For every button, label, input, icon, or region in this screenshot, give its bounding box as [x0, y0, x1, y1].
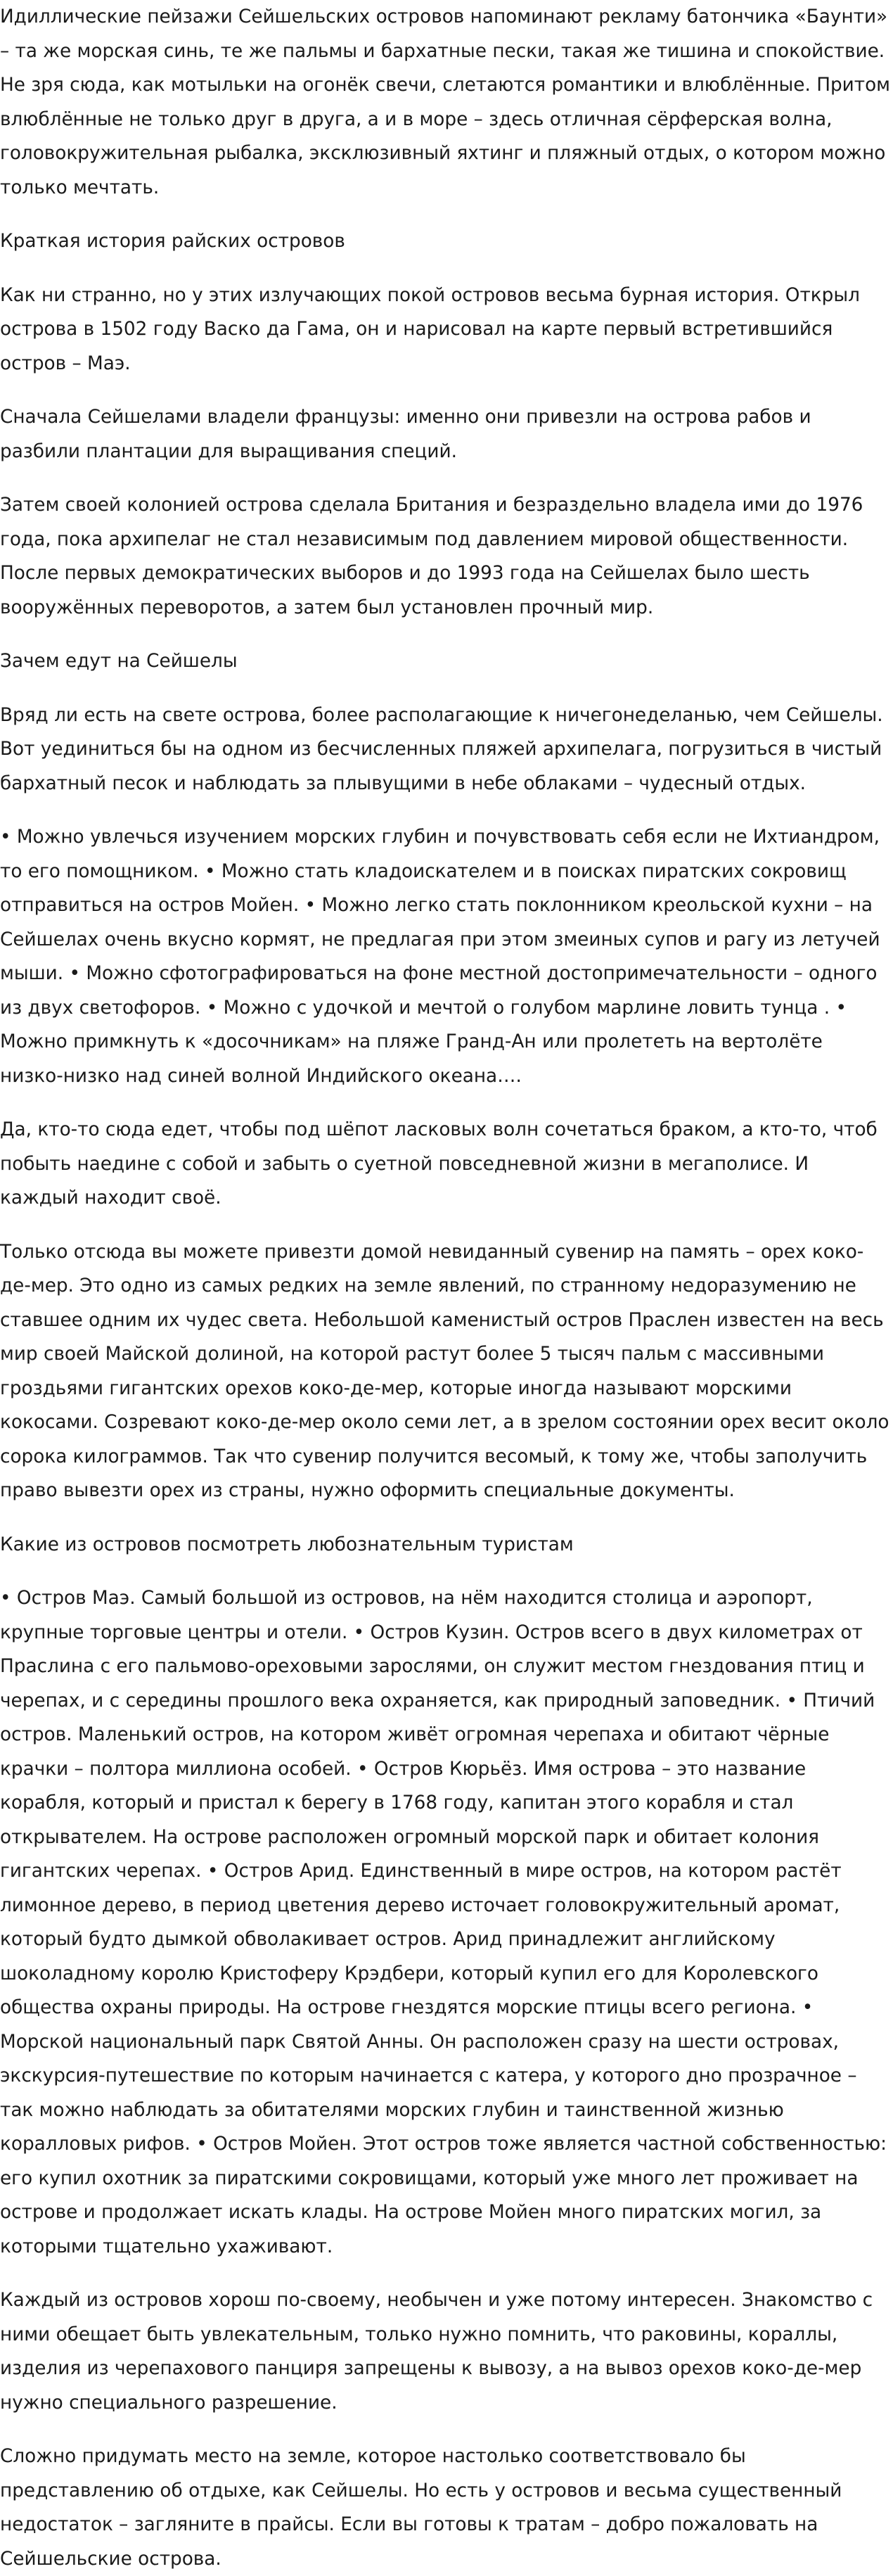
- history-paragraph-3: Затем своей колонией острова сделала Британия и безраздельно владела ими до 1976 года, пока архипелаг не стал независимым под давлением мировой общественности. После первых демократических выборов и до 1993 года на Сейшелах было шесть вооружённых переворотов, а затем был установлен прочный мир.: [0, 495, 863, 618]
- why-paragraph-2: Да, кто-то сюда едет, чтобы под шёпот ласковых волн сочетаться браком, а кто-то, чтоб побыть наедине с собой и забыть о суетной повседневной жизни в мегаполисе. И каждый находит своё.: [0, 1119, 878, 1209]
- section-heading-islands: Какие из островов посмотреть любознательным туристам: [0, 1534, 574, 1555]
- section-heading-why: Зачем едут на Сейшелы: [0, 651, 238, 672]
- section-heading-history: Краткая история райских островов: [0, 231, 345, 252]
- history-paragraph-2: Сначала Сейшелами владели французы: именно они привезли на острова рабов и разбили плантации для выращивания специй.: [0, 407, 811, 462]
- intro-paragraph: Идиллические пейзажи Сейшельских островов напоминают рекламу батончика «Баунти» – та же морская синь, те же пальмы и бархатные пески, такая же тишина и спокойствие. Не зря сюда, как мотыльки на огонёк свечи, слетаются романтики и влюблённые. Притом влюблённые не только друг в друга, а и в море – здесь отличная сёрферская волна, головокружительная рыбалка, эксклюзивный яхтинг и пляжный отдых, о котором можно только мечтать.: [0, 6, 890, 198]
- islands-paragraph-2: Каждый из островов хорош по-своему, необычен и уже потому интересен. Знакомство с ними обещает быть увлекательным, только нужно помнить, что раковины, кораллы, изделия из черепахового панциря запрещены к вывозу, а на вывоз орехов коко-де-мер нужно специального разрешение.: [0, 2290, 873, 2414]
- why-activities-list: • Можно увлечься изучением морских глубин и почувствовать себя если не Ихтиандром, то его помощником. • Можно стать кладоискателем и в поисках пиратских сокровищ отправиться на остров Мойен. • Можно легко стать поклонником креольской кухни – на Сейшелах очень вкусно кормят, не предлагая при этом змеиных супов и рагу из летучей мыши. • Можно сфотографироваться на фоне местной достопримечательности – одного из двух светофоров. • Можно с удочкой и мечтой о голубом марлине ловить тунца . • Можно примкнуть к «досочникам» на пляже Гранд-Ан или пролететь на вертолёте низко-низко над синей волной Индийского океана….: [0, 827, 880, 1087]
- history-paragraph-1: Как ни странно, но у этих излучающих покой островов весьма бурная история. Открыл острова в 1502 году Васко да Гама, он и нарисовал на карте первый встретившийся остров – Маэ.: [0, 284, 860, 374]
- islands-list: • Остров Маэ. Самый большой из островов, на нём находится столица и аэропорт, крупные торговые центры и отели. • Остров Кузин. Остров всего в двух километрах от Праслина с его пальмово-ореховыми зарослями, он служит местом гнездования птиц и черепах, и с середины прошлого века охраняется, как природный заповедник. • Птичий остров. Маленький остров, на котором живёт огромная черепаха и обитают чёрные крачки – полтора миллиона особей. • Остров Кюрьёз. Имя острова – это название корабля, который и пристал к берегу в 1768 году, капитан этого корабля и стал открывателем. На острове расположен огромный морской парк и обитает колония гигантских черепах. • Остров Арид. Единственный в мире остров, на котором растёт лимонное дерево, в период цветения дерево источает головокружительный аромат, который будто дымкой обволакивает остров. Арид принадлежит английскому шоколадному королю Кристоферу Крэдбери, который купил его для Королевского общества охраны природы. На острове гнездятся морские птицы всего региона. • Морской национальный парк Святой Анны. Он расположен сразу на шести островах, экскурсия-путешествие по которым начинается с катера, у которого дно прозрачное – так можно наблюдать за обитателями морских глубин и таинственной жизнью коралловых рифов. • Остров Мойен. Этот остров тоже является частной собственностью: его купил охотник за пиратскими сокровищами, который уже много лет проживает на острове и продолжает искать клады. На острове Мойен много пиратских могил, за которыми тщательно ухаживают.: [0, 1588, 887, 2257]
- why-paragraph-3: Только отсюда вы можете привезти домой невиданный сувенир на память – орех коко-де-мер. Это одно из самых редких на земле явлений, по странному недоразумению не ставшее одним их чудес света. Небольшой каменистый остров Праслен известен на весь мир своей Майской долиной, на которой растут более 5 тысяч пальм с массивными гроздьями гигантских орехов коко-де-мер, которые иногда называют морскими кокосами. Созревают коко-де-мер около семи лет, а в зрелом состоянии орех весит около сорока килограммов. Так что сувенир получится весомый, к тому же, чтобы заполучить право вывезти орех из страны, нужно оформить специальные документы.: [0, 1241, 889, 1501]
- why-paragraph-1: Вряд ли есть на свете острова, более располагающие к ничегонеделанью, чем Сейшелы. Вот уединиться бы на одном из бесчисленных пляжей архипелага, погрузиться в чистый бархатный песок и наблюдать за плывущими в небе облаками – чудесный отдых.: [0, 704, 883, 794]
- outro-paragraph: Сложно придумать место на земле, которое настолько соответствовало бы представлению об отдыхе, как Сейшелы. Но есть у островов и весьма существенный недостаток – загляните в прайсы. Если вы готовы к тратам – добро пожаловать на Сейшельские острова.: [0, 2446, 842, 2570]
